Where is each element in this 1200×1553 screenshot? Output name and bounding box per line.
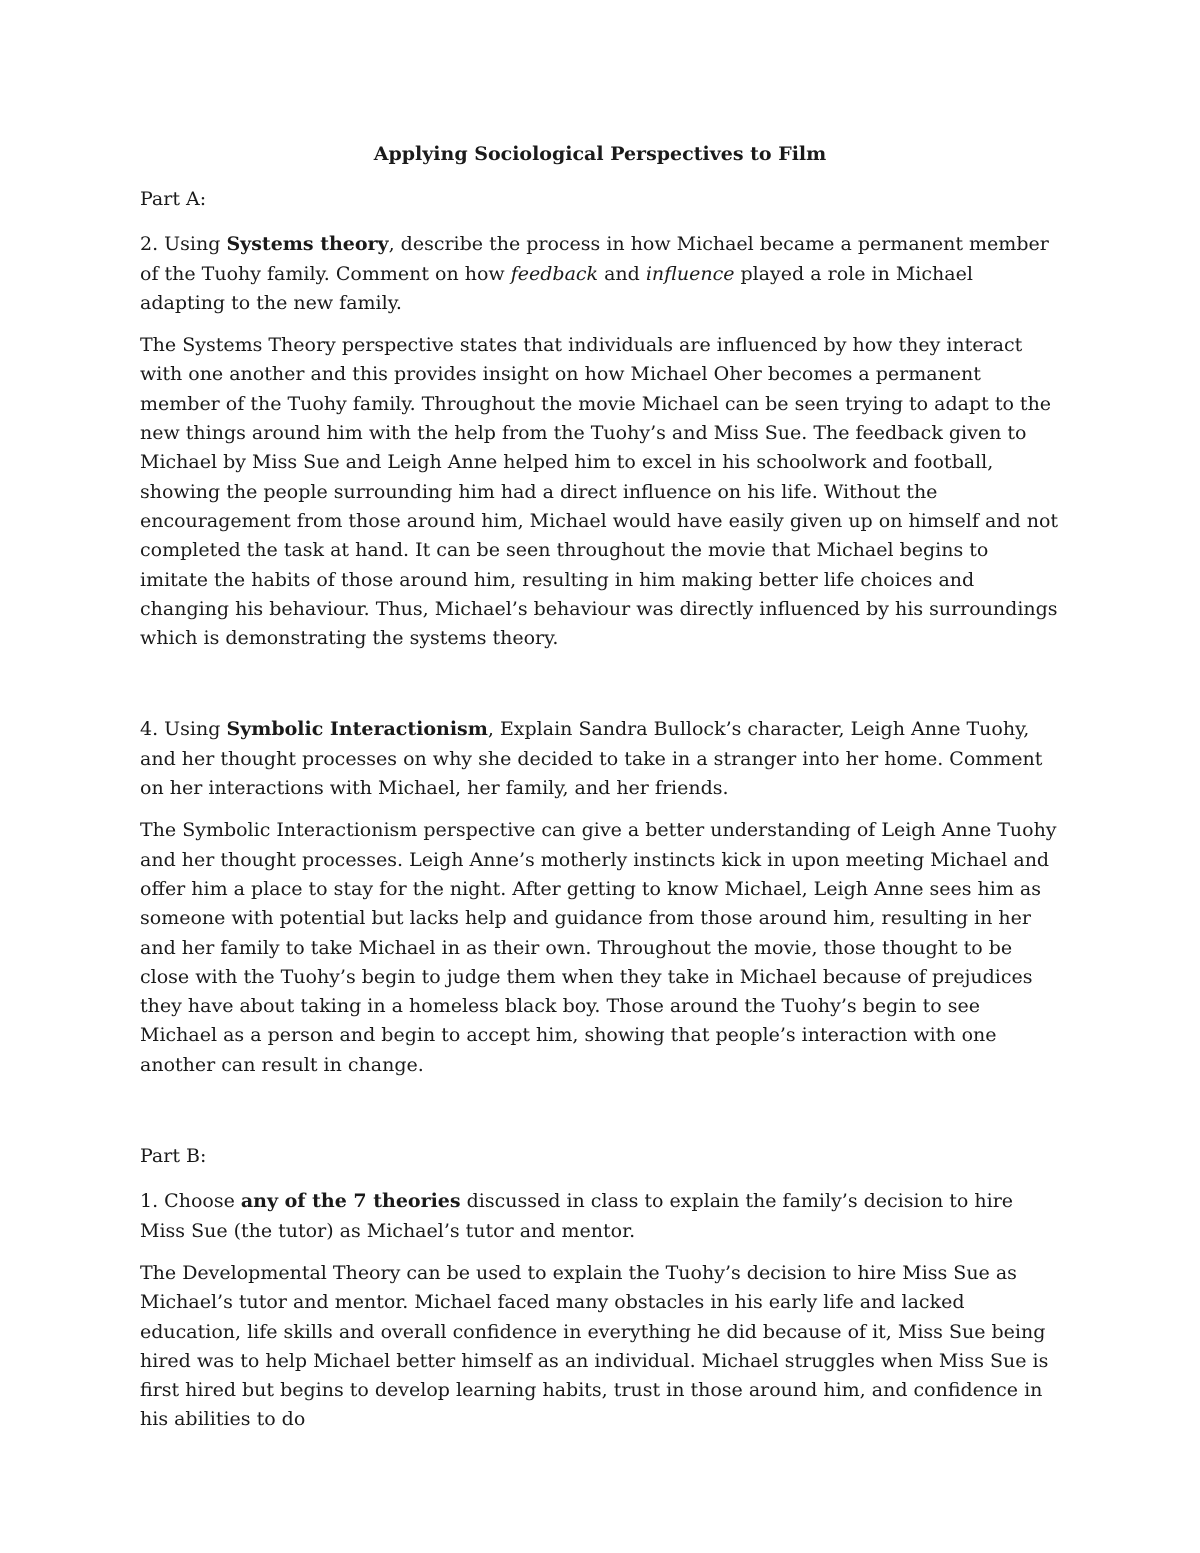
question-4-suffix: , Explain Sandra Bullock’s character, Leigh Anne Tuohy, and her thought processes on why she decided to take in a stranger into her home. Comment on her interactions with Michael, her family, and her friends. — [140, 718, 1043, 800]
spacer — [140, 1080, 1060, 1142]
question-2-bold: Systems theory — [226, 233, 389, 256]
question-4 — [140, 715, 1060, 803]
part-a-label: Part A: — [140, 188, 207, 210]
question-4-prefix: 4. Using — [140, 718, 227, 741]
document-page — [140, 140, 1060, 1435]
spacer — [140, 653, 1060, 715]
answer-2: The Systems Theory perspective states that individuals are influenced by how they interact with one another and this provides insight on how Michael Oher becomes a permanent member of the Tuohy family. Throughout the movie Michael can be seen trying to adapt to the new things around him with the help from the Tuohy’s and Miss Sue. The feedback given to Michael by Miss Sue and Leigh Anne helped him to excel in his schoolwork and football, showing the people surrounding him had a direct influence on his life. Without the encouragement from those around him, Michael would have easily given up on himself and not completed the task at hand. It can be seen throughout the movie that Michael begins to imitate the habits of those around him, resulting in him making better life choices and changing his behaviour. Thus, Michael’s behaviour was directly influenced by his surroundings which is demonstrating the systems theory. — [140, 334, 1059, 650]
part-b-label: Part B: — [140, 1145, 207, 1168]
question-2-mid1: , describe the process in how Michael became a permanent member of the Tuohy family. Comment on how — [140, 233, 1049, 285]
question-2-prefix: 2. Using — [140, 233, 227, 256]
answer-b1: The Developmental Theory can be used to explain the Tuohy’s decision to hire Miss Sue as Michael’s tutor and mentor. Michael faced many obstacles in his early life and lacked education, life skills and overall confidence in everything he did because of it, Miss Sue being hired was to help Michael better himself as an individual. Michael struggles when Miss Sue is first hired but begins to develop learning habits, trust in those around him, and confidence in his abilities to do — [140, 1261, 1049, 1431]
document-title: Applying Sociological Perspectives to Film — [373, 143, 827, 165]
question-2-italic-influence: influence — [645, 262, 735, 285]
answer-4: The Symbolic Interactionism perspective can give a better understanding of Leigh Anne Tuohy and her thought processes. Leigh Anne’s motherly instincts kick in upon meeting Michael and offer him a place to stay for the night. After getting to know Michael, Leigh Anne sees him as someone with potential but lacks help and guidance from those around him, resulting in her and her family to take Michael in as their own. Throughout the movie, those thought to be close with the Tuohy’s begin to judge them when they take in Michael because of prejudices they have about taking in a homeless black boy. Those around the Tuohy’s begin to see Michael as a person and begin to accept him, showing that people’s interaction with one another can result in change. — [140, 819, 1057, 1076]
question-b1-suffix: discussed in class to explain the family’s decision to hire Miss Sue (the tutor) as Michael’s tutor and mentor. — [140, 1190, 1014, 1242]
question-b1-bold: any of the 7 theories — [240, 1190, 461, 1213]
question-b1-prefix: 1. Choose — [140, 1190, 241, 1213]
question-2 — [140, 230, 1060, 318]
question-2-suffix: played a role in Michael adapting to the new family. — [140, 262, 973, 314]
question-2-mid2: and — [598, 262, 646, 285]
question-b1 — [140, 1187, 1060, 1246]
question-2-italic-feedback: feedback — [510, 262, 599, 285]
question-4-bold: Symbolic Interactionism — [226, 718, 488, 741]
